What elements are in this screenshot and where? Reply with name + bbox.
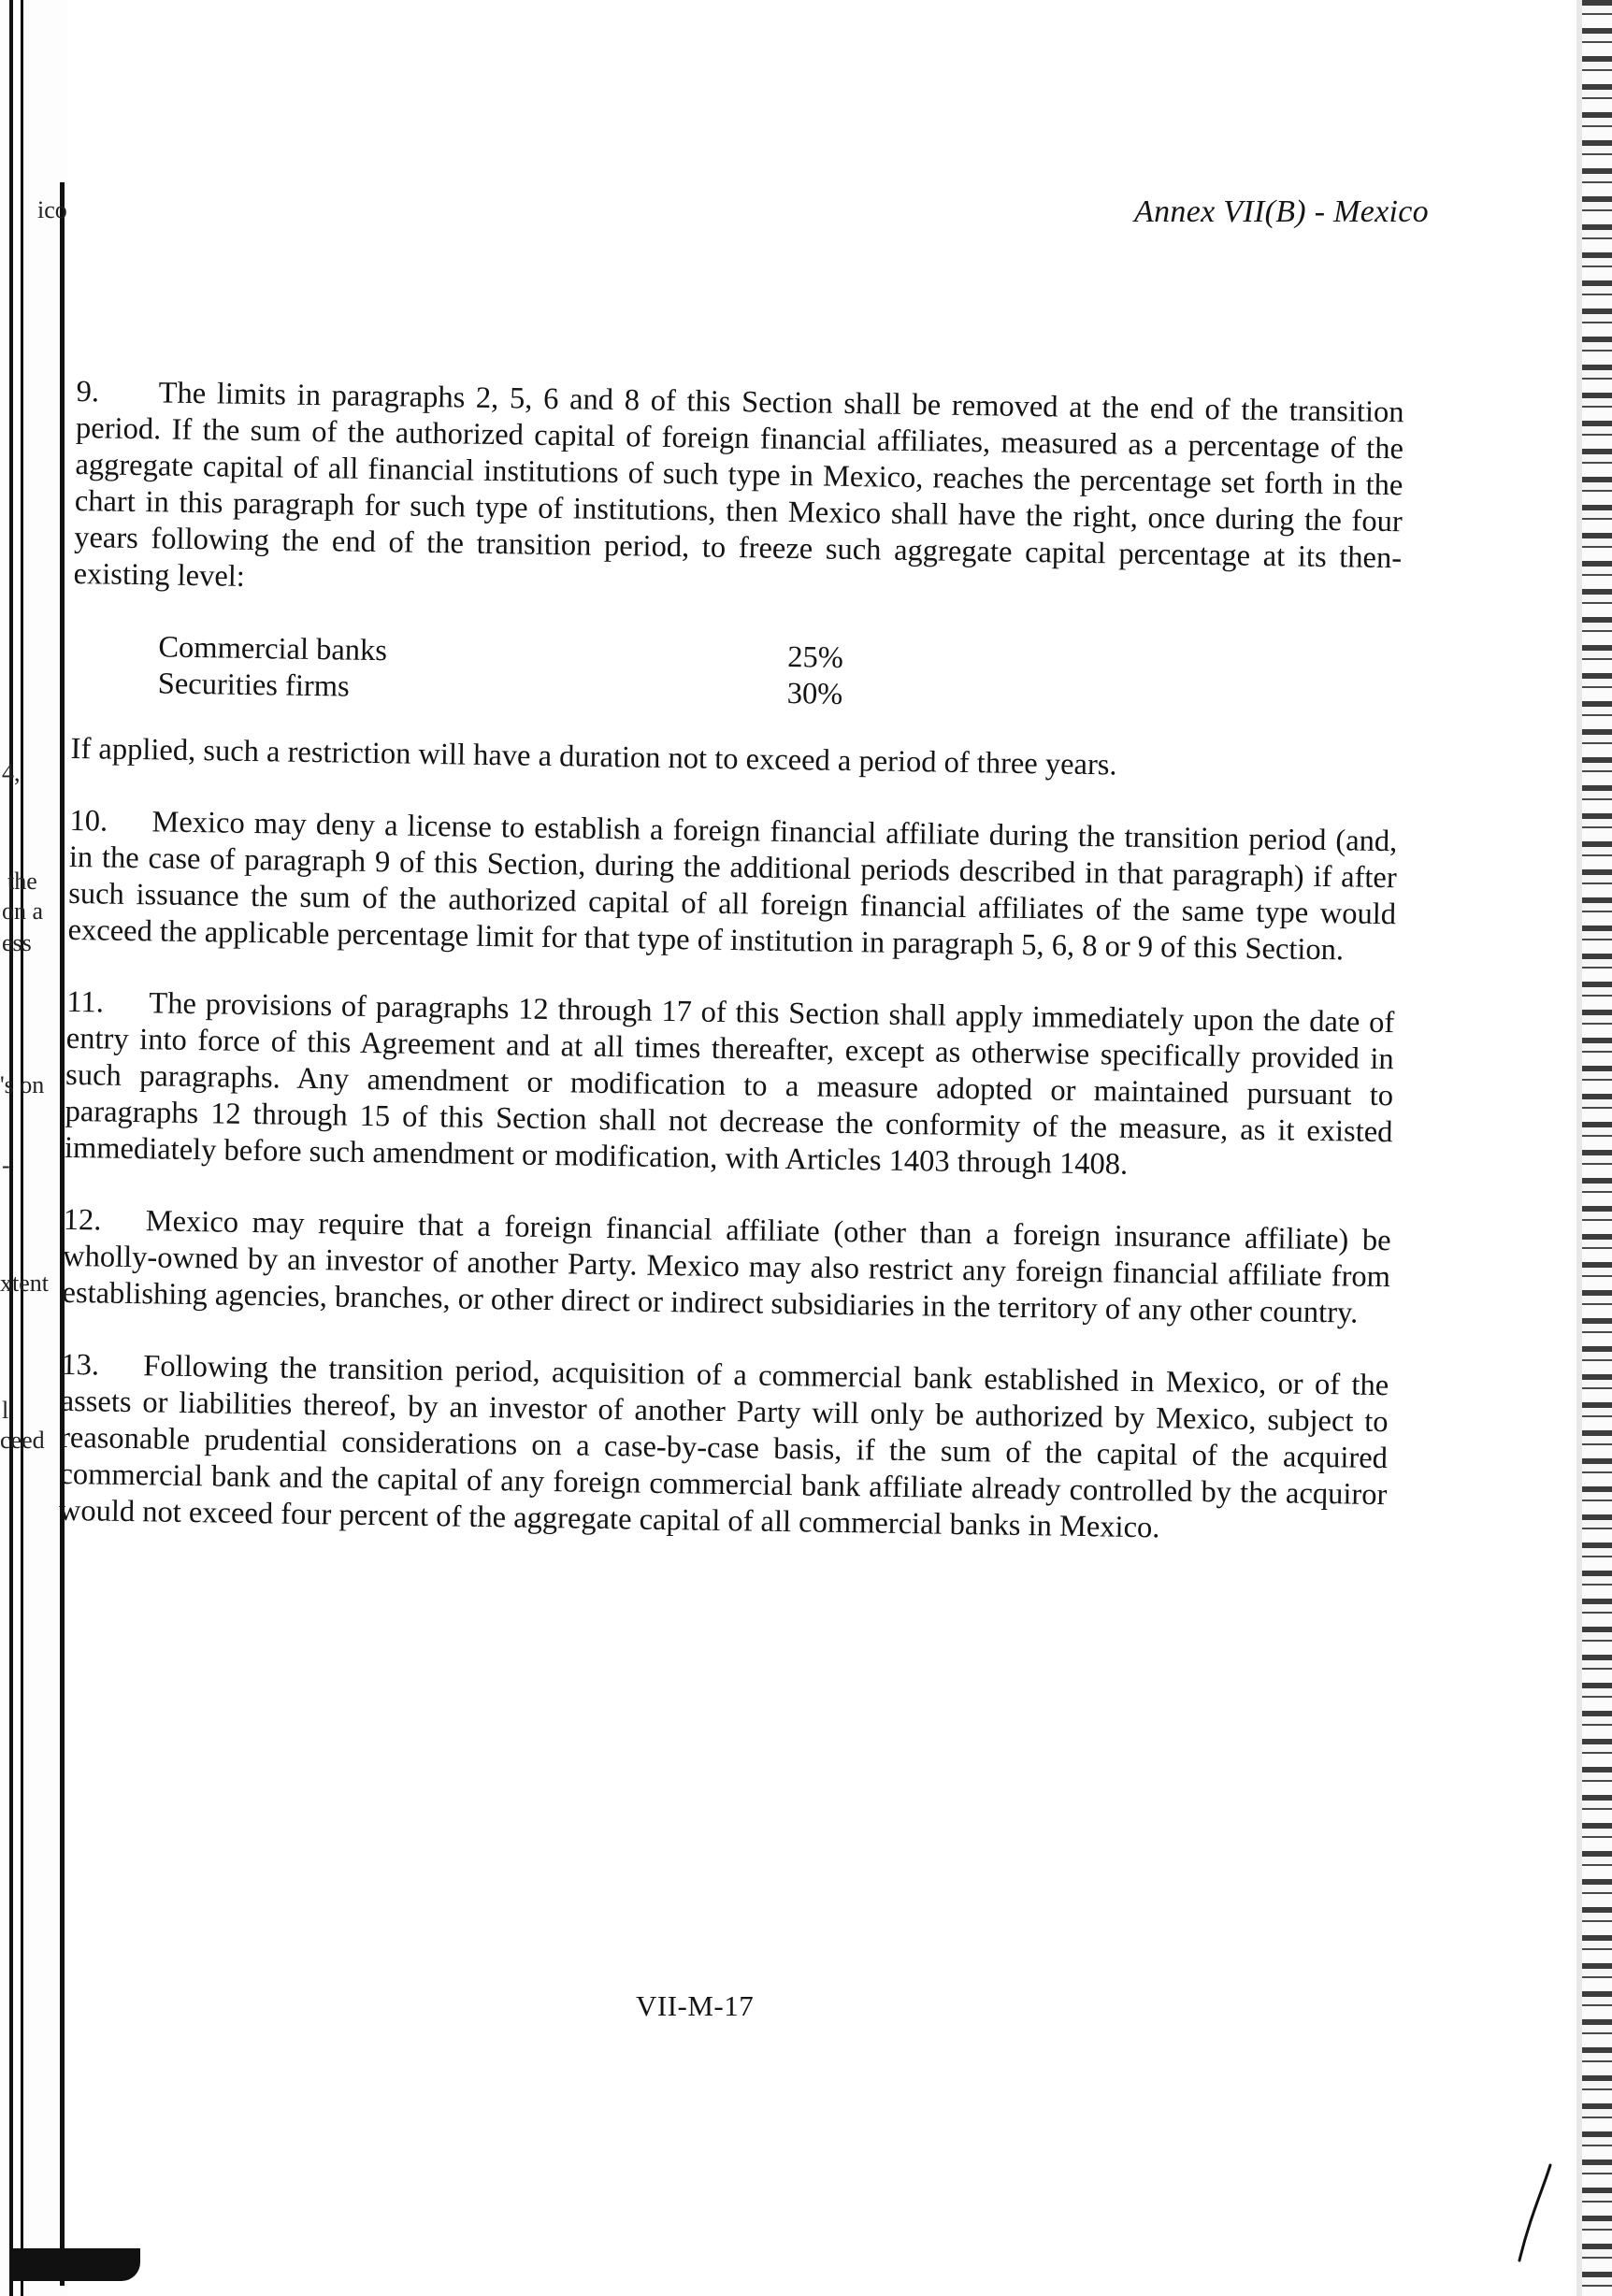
paragraph-text: The limits in paragraphs 2, 5, 6 and 8 of this Section shall be removed at the end of the transition period. If the sum of the authorized capital of foreign financial affiliates, measured as a percentage of the aggregate capital of all financial institutions of such type in Mexico, reaches the percentage set forth in the chart in this paragraph for such type of institutions, then Mexico shall have the right, once during the four years following the end of the transition period, to freeze such aggregate capital percentage at its then-existing level: — [73, 376, 1404, 594]
margin-fragment: - — [2, 1152, 10, 1179]
institution-type: Commercial banks — [158, 630, 388, 668]
paragraph-text: Following the transition period, acquisition of a commercial bank established in Mexico, or of the assets or liabilities thereof, by an investor of another Party will only be authorized by Mexico, subject to reasonable prudential considerations on a case-by-case basis, if the sum of the capital of the acquired commercial bank and the capital of any foreign commercial bank affiliate already controlled by the acquiror would not exceed four percent of the aggregate capital of all commercial banks in Mexico. — [58, 1349, 1389, 1545]
percentage-value: 25% — [787, 639, 844, 675]
pen-mark — [1517, 2161, 1554, 2264]
binding-line — [21, 0, 23, 2296]
page-number: VII-M-17 — [636, 1989, 755, 2022]
paragraph-text: Mexico may deny a license to establish a foreign financial affiliate during the transition period (and, in the case of paragraph 9 of this Section, during the additional periods described in that paragraph) if after such issuance the sum of the authorized capital of all foreign financial affiliates of the same type would exceed the applicable percentage limit for that type of institution in paragraph 5, 6, 8 or 9 of this Section. — [67, 805, 1398, 968]
paragraph-number: 11. — [66, 984, 105, 1020]
percentage-value: 30% — [786, 676, 843, 711]
paragraph-number: 12. — [63, 1202, 102, 1238]
document-body — [58, 374, 1404, 1586]
margin-fragment: 's on — [0, 1071, 45, 1098]
margin-fragment: the — [7, 868, 37, 895]
margin-fragment: xtent — [0, 1270, 49, 1297]
paragraph-text: The provisions of paragraphs 12 through 17 of this Section shall apply immediately upon the date of entry into force of this Agreement and at all times thereafter, except as otherwise specifically provided in such paragraphs. Any amendment or modification to a measure adopted or maintained pursuant to paragraphs 12 through 15 of this Section shall not decrease the conformity of the measure, as it existed immediately before such amendment or modification, with Articles 1403 through 1408. — [64, 986, 1395, 1182]
paragraph — [59, 1347, 1389, 1550]
paragraph — [67, 803, 1397, 969]
margin-fragment: l — [2, 1397, 9, 1424]
paragraph-number: 10. — [69, 803, 108, 839]
margin-fragment: ceed — [0, 1427, 45, 1454]
margin-fragment: ico — [37, 196, 67, 223]
paragraph — [65, 984, 1395, 1187]
binding-corner — [9, 2248, 140, 2281]
paragraph-number: 9. — [76, 374, 100, 409]
binding-edge — [0, 0, 67, 2296]
institution-type: Securities firms — [157, 667, 350, 704]
binding-line — [9, 0, 13, 2296]
margin-fragment: 4, — [2, 759, 21, 786]
paragraph-number: 13. — [61, 1347, 100, 1383]
paragraph — [73, 374, 1404, 613]
page-edge-stack — [1582, 0, 1612, 2296]
margin-fragment: on a — [2, 897, 44, 925]
margin-fragment: ess — [2, 929, 32, 956]
paragraph — [62, 1202, 1391, 1332]
running-header: Annex VII(B) - Mexico — [1134, 194, 1429, 229]
paragraph-text: Mexico may require that a foreign financial affiliate (other than a foreign insurance affiliate) be wholly-owned by an investor of another Party. Mexico may also restrict any foreign financial affiliate from establishing agencies, branches, or other direct or indirect subsidiaries in the territory of any other country. — [62, 1204, 1391, 1330]
percentage-chart — [157, 629, 1400, 722]
restriction-note: If applied, such a restriction will have a duration not to exceed a period of three years. — [70, 731, 1117, 782]
